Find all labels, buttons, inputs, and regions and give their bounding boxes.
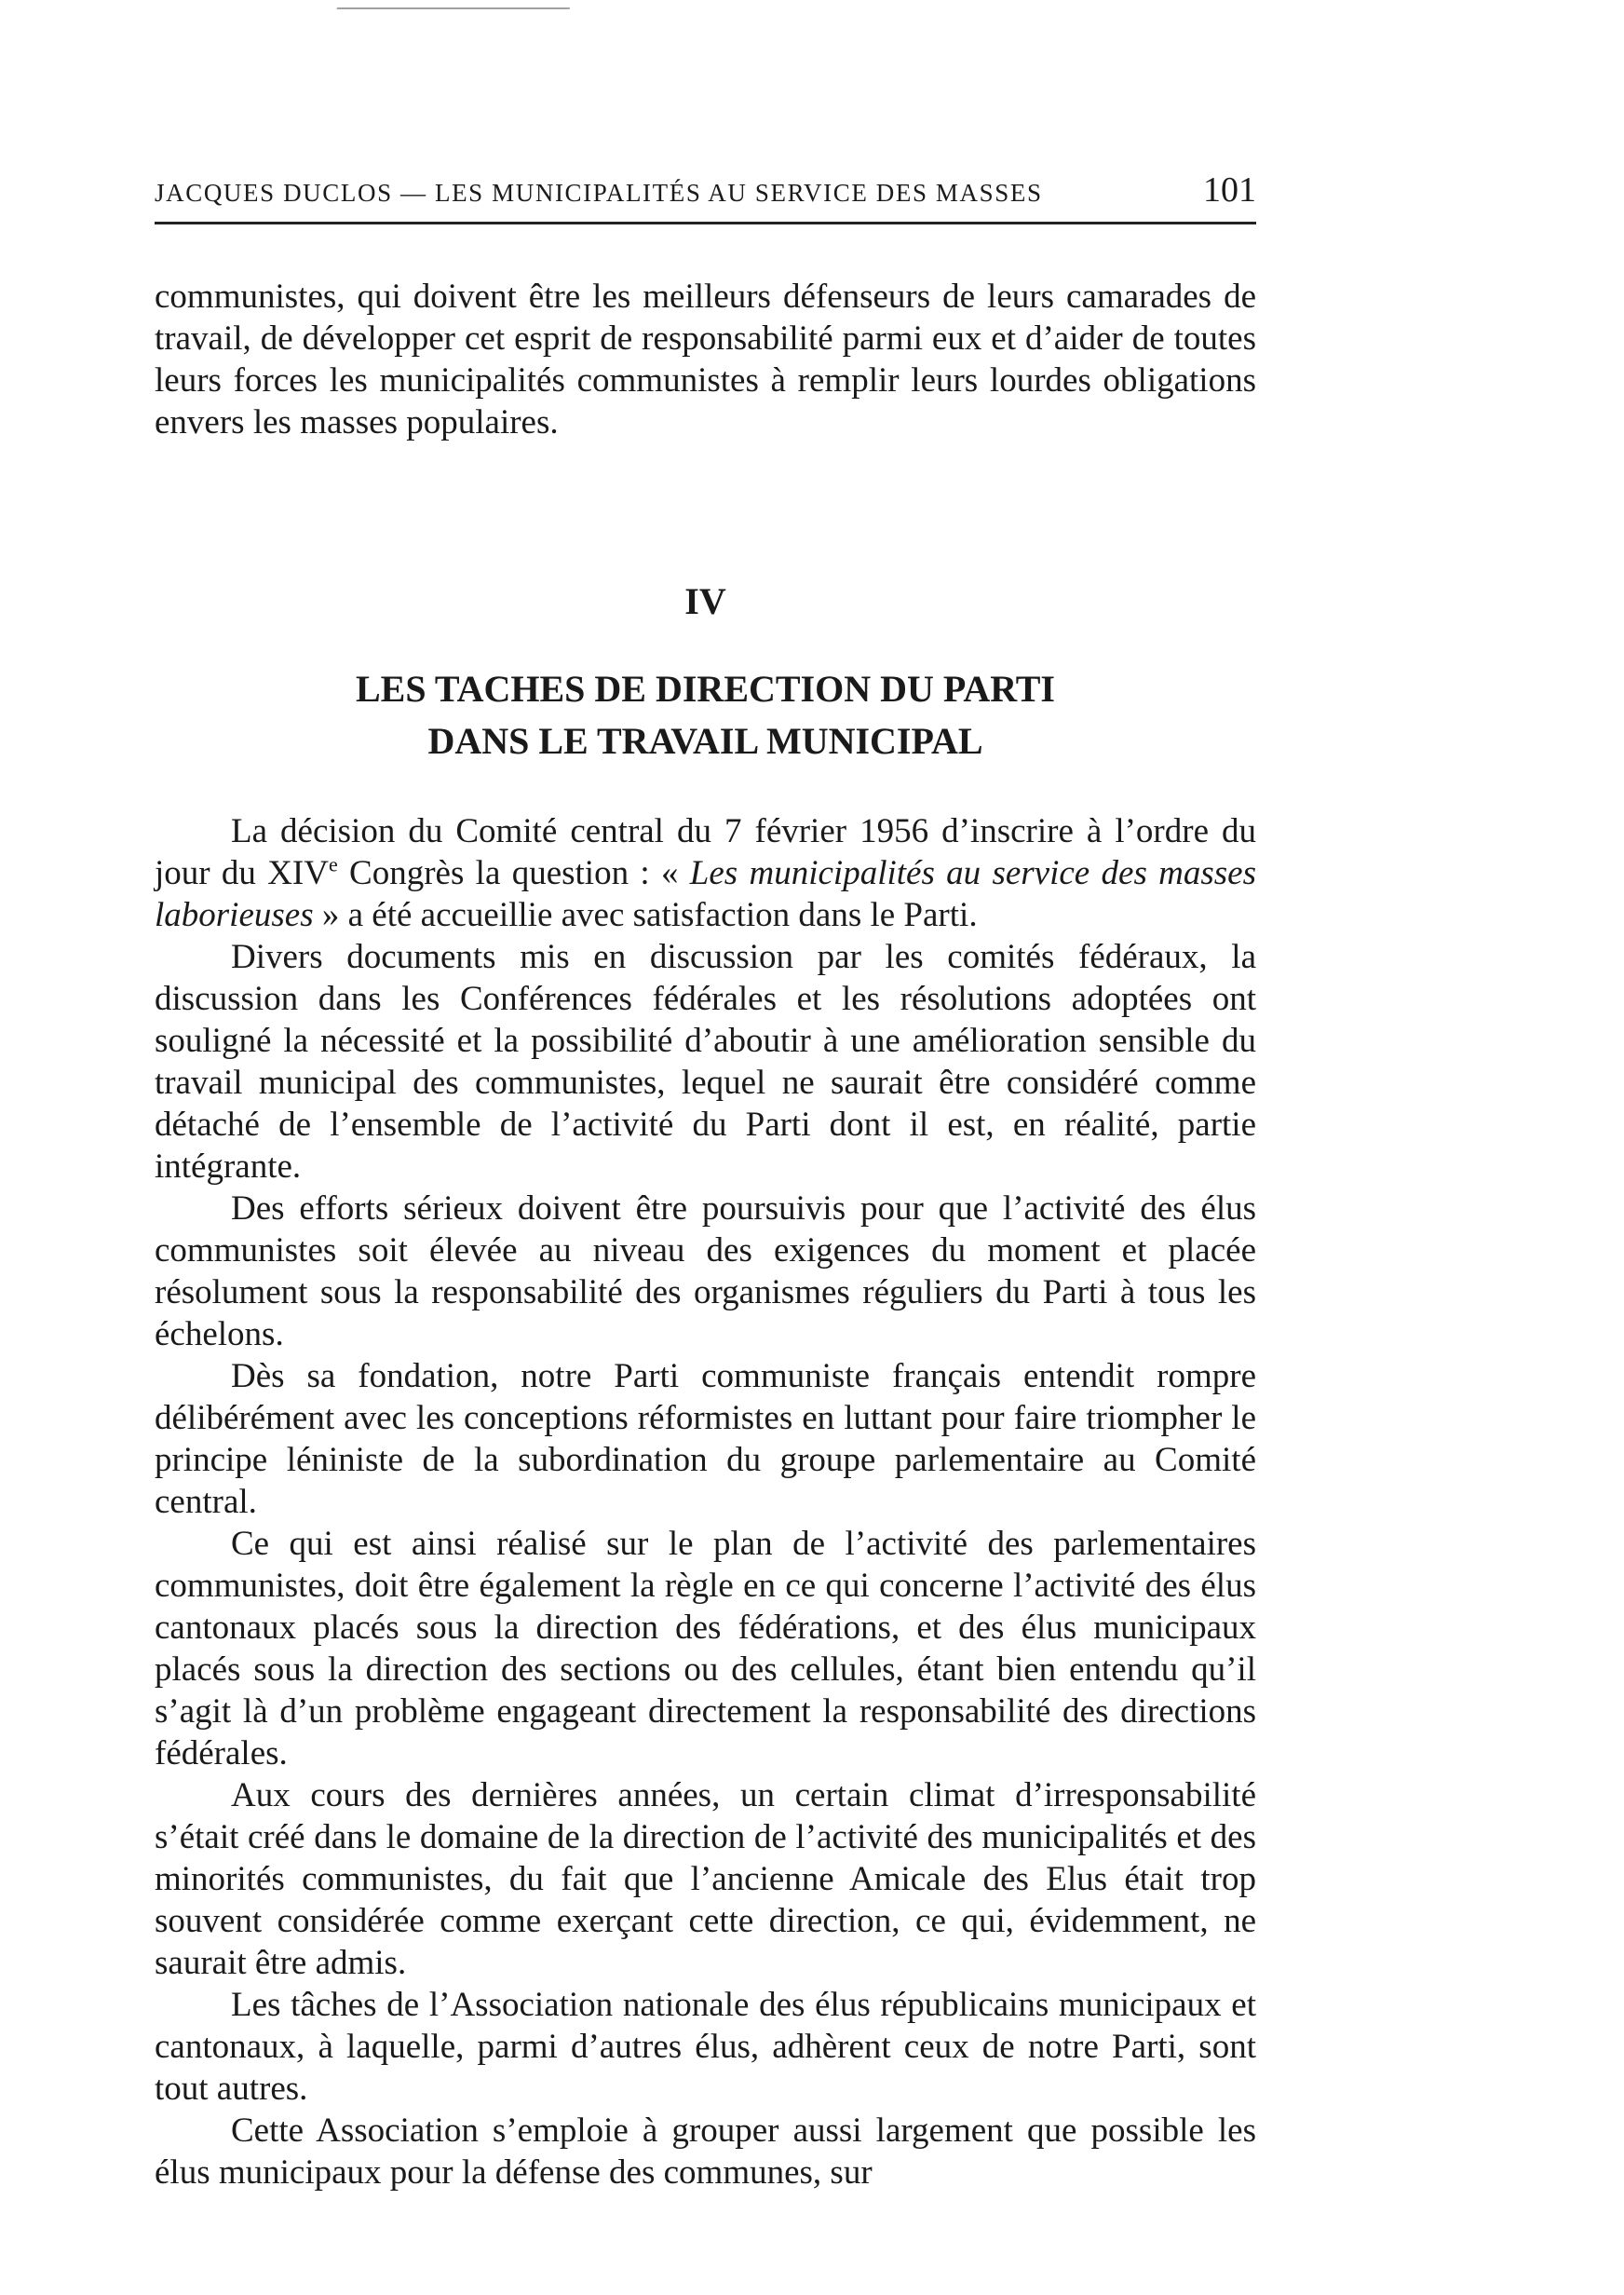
continued-paragraph-block bbox=[155, 276, 1256, 443]
paragraph-5: Ce qui est ainsi réalisé sur le plan de l’activité des parlementaires communistes, doit être également la règle en ce qui concerne l’activité des élus cantonaux placés sous la direction des fédérations, et des élus municipaux placés sous la direction des sections ou des cellules, étant bien entendu qu’il s’agit là d’un problème engageant directement la responsabilité des directions fédérales. bbox=[155, 1525, 1256, 1772]
paragraph-3: Des efforts sérieux doivent être poursuivis pour que l’activité des élus communistes soit élevée au niveau des exigences du moment et placée résolument sous la responsabilité des organismes réguliers du Parti à tous les échelons. bbox=[155, 1189, 1256, 1353]
section-title bbox=[155, 663, 1256, 767]
continued-paragraph: communistes, qui doivent être les meilleurs défenseurs de leurs camarades de travail, de développer cet esprit de responsabilité parmi eux et d’aider de toutes leurs forces les municipalités communistes à remplir leurs lourdes obligations envers les masses populaires. bbox=[155, 278, 1256, 441]
page-number: 101 bbox=[1203, 170, 1256, 210]
section-title-line-1: LES TACHES DE DIRECTION DU PARTI bbox=[356, 668, 1055, 710]
body-text bbox=[155, 810, 1256, 2193]
running-header bbox=[155, 166, 1256, 224]
running-title: JACQUES DUCLOS — LES MUNICIPALITÉS AU SERVICE DES MASSES bbox=[155, 179, 1043, 207]
section-number: IV bbox=[684, 580, 726, 622]
section-title-line-2: DANS LE TRAVAIL MUNICIPAL bbox=[427, 720, 983, 762]
paragraph-1-mid: Congrès la question : « bbox=[337, 854, 690, 892]
paragraph-1 bbox=[155, 810, 1256, 936]
paragraph-1-start: La décision du Comité central du 7 février 1956 d’inscrire à l’ordre du jour du XIV bbox=[155, 812, 1256, 892]
paragraph-7: Les tâches de l’Association nationale des élus républicains municipaux et cantonaux, à laquelle, parmi d’autres élus, adhèrent ceux de notre Parti, sont tout autres. bbox=[155, 1986, 1256, 2108]
ordinal-superscript: e bbox=[328, 852, 338, 876]
paragraph-2: Divers documents mis en discussion par les comités fédéraux, la discussion dans les Conférences fédérales et les résolutions adoptées ont souligné la nécessité et la possibilité d’aboutir à une amélioration sensible du travail municipal des communistes, lequel ne saurait être considéré comme détaché de l’ensemble de l’activité du Parti dont il est, en réalité, partie intégrante. bbox=[155, 938, 1256, 1186]
scan-artifact-mark bbox=[333, 7, 570, 19]
paragraph-4: Dès sa fondation, notre Parti communiste français entendit rompre délibérément avec les conceptions réformistes en luttant pour faire triompher le principe léniniste de la subordination du groupe parlementaire au Comité central. bbox=[155, 1357, 1256, 1521]
paragraph-8: Cette Association s’emploie à grouper aussi largement que possible les élus municipaux pour la défense des communes, sur bbox=[155, 2112, 1256, 2192]
paragraph-1-end: » a été accueillie avec satisfaction dans le Parti. bbox=[313, 896, 978, 934]
paragraph-6: Aux cours des dernières années, un certain climat d’irresponsabilité s’était créé dans le domaine de la direction de l’activité des municipalités et des minorités communistes, du fait que l’ancienne Amicale des Elus était trop souvent considérée comme exerçant cette direction, ce qui, évidemment, ne saurait être admis. bbox=[155, 1776, 1256, 1982]
quoted-title: Les municipalités au service des masses laborieuses bbox=[155, 854, 1256, 934]
